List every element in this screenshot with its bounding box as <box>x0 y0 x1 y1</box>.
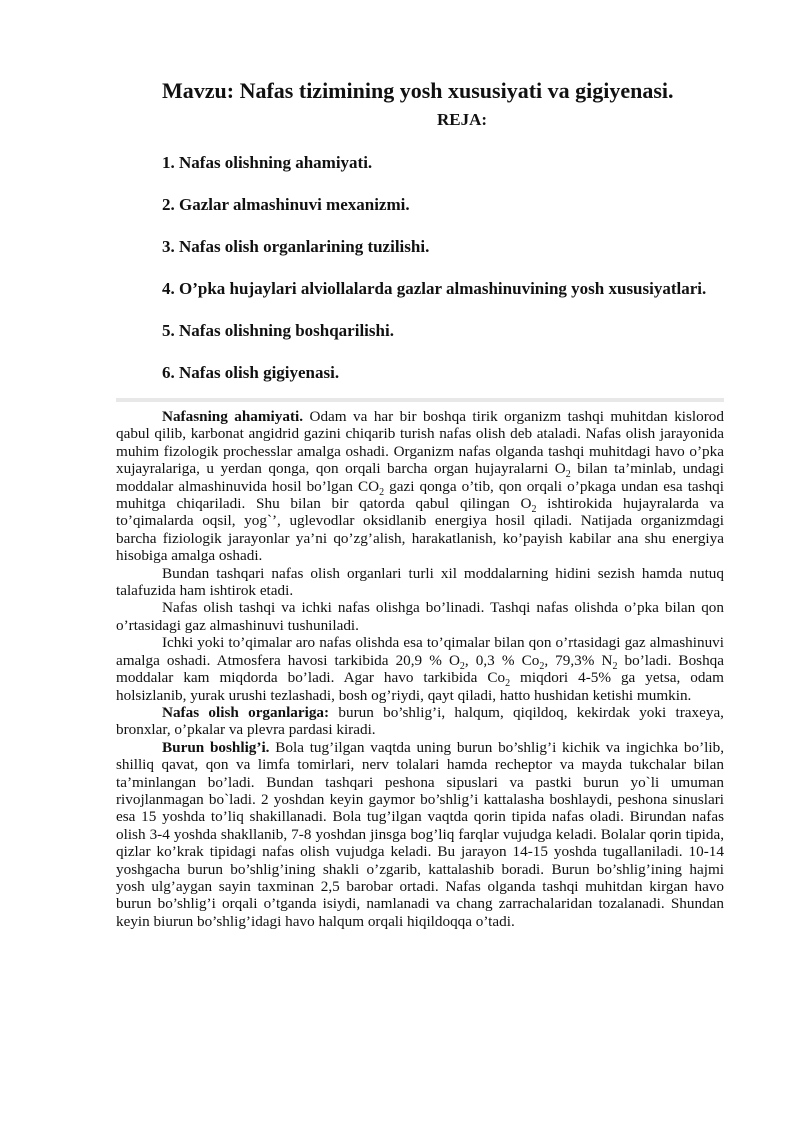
paragraph-text: bo’ladi. Boshqa moddalar kam miqdorda bo’ladi. Agar havo tarkibida Co <box>116 651 724 687</box>
paragraph-text: miqdori 4-5% ga yetsa, odam holsizlanib, yurak urushi tezlashadi, bosh og’riydi, qayt qiladi, hatto hushidan ketishi mumkin. <box>116 669 724 704</box>
paragraph-text: Bola tug’ilgan vaqtda uning burun bo’shlig’i kichik va ingichka bo’lib, shilliq qavat, qon va limfa tomirlari, nerv tolalari hamda recheptor va mayda tukchalar bilan ta’minlangan bo’ladi. Bundan tashqari peshona sipuslari va pastki burun yo`li umuman rivojlanmagan bo`ladi. 2 yoshdan keyin gaymor bo’shlig’i kattalasha boshlaydi, peshona sinuslari esa 15 yoshda to’liq shakillanadi. Bola tug’ilgan vaqtda qorin tipida nafas oladi. Birundan nafas olish 3-4 yoshda shakllanib, 7-8 yoshdan jinsga bog’liq farqlar vujudga keladi. Bolalar qorin tipida, qizlar ko’krak tipidagi nafas olish vujudga keladi. Bu jarayon 14-15 yoshda tugallaniladi. 10-14 yoshgacha burun bo’shlig’ining shakli o’zgarib, kattalashib boradi. Burun bo’shlig’ining hajmi yosh ulg’aygan sayin taxminan 2,5 barobar ortadi. Nafas olganda tashqi muhitdan kirgan havo burun bo’shlig’i orqali o’tganda isiydi, namlanadi va chang zarrachalaridan tozalanadi. Shundan keyin biurun bo’shlig’idagi havo halqum orqali hiqildoqqa o’tadi. <box>116 738 724 930</box>
section-divider <box>116 398 724 402</box>
subscript: 2 <box>539 660 545 672</box>
paragraph-external-respiration: Nafas olish tashqi va ichki nafas olishga bo’linadi. Tashqi nafas olishda o’pka bilan qon o’rtasidagi gaz almashinuvi tushuniladi. <box>116 599 724 634</box>
document-page <box>116 76 724 930</box>
document-title: Mavzu: Nafas tizimining yosh xususiyati va gigiyenasi. <box>162 78 674 103</box>
subscript: 2 <box>531 504 537 516</box>
paragraph-lead: Nafasning ahamiyati. <box>162 408 304 425</box>
subscript: 2 <box>505 678 511 690</box>
plan-item: 3. Nafas olish organlarining tuzilishi. <box>162 237 430 256</box>
paragraph-text: Odam va har bir boshqa tirik organizm tashqi muhitdan kislorod qabul qilib, karbonat angidrid gazini chiqarib turish nafas olish deb ataladi. Nafas olish jarayonida muhim fizologik prochesslar amalga oshadi. Organizm nafas olganda tashqi muhitdagi havo o’pka xujayralariga, u yerdan qonga, qon orqali barcha organ hujayralarni O <box>116 408 724 478</box>
paragraph-text: Ichki yoki to’qimalar aro nafas olishda esa to’qimalar bilan qon o’rtasidagi gaz almashinuvi amalga oshadi. Atmosfera havosi tarkibida 20,9 % O <box>116 634 724 669</box>
paragraph-lead: Burun boshlig’i. <box>162 738 270 756</box>
paragraph-text: , 79,3% N <box>544 651 613 669</box>
plan-list <box>116 152 724 384</box>
plan-item: 5. Nafas olishning boshqarilishi. <box>162 321 394 340</box>
subscript: 2 <box>459 660 465 672</box>
paragraph-importance <box>116 408 724 565</box>
paragraph-nasal-cavity <box>116 739 724 930</box>
paragraph-text: , 0,3 % Co <box>464 651 540 669</box>
plan-item: 6. Nafas olish gigiyenasi. <box>162 363 340 382</box>
paragraph-text: burun bo’shlig’i, halqum, qiqildoq, kekirdak yoki traxeya, bronxlar, o’pkalar va plevra pardasi kiradi. <box>116 703 724 739</box>
paragraph-lead: Nafas olish organlariga: <box>162 703 330 721</box>
plan-item: 2. Gazlar almashinuvi mexanizmi. <box>162 195 410 214</box>
paragraph-smell: Bundan tashqari nafas olish organlari turli xil moddalarning hidini sezish hamda nutuq talafuzida ham ishtirok etadi. <box>116 564 724 600</box>
plan-item: 1. Nafas olishning ahamiyati. <box>162 153 373 172</box>
plan-heading: REJA: <box>436 110 488 129</box>
paragraph-organs <box>116 704 724 739</box>
paragraph-internal-respiration <box>116 634 724 704</box>
subscript: 2 <box>379 486 385 498</box>
paragraph-text: gazi qonga o’tib, qon orqali o’pkaga undan esa tashqi muhitga chiqariladi. Shu bilan bir qatorda qabul qilingan O <box>116 477 724 513</box>
paragraph-text: ishtirokida hujayralarda va to’qimalarda oqsil, yog`’, uglevodlar oksidlanib energiya hosil qiladi. Natijada organizmdagi barcha fiziologik jarayonlar ya’ni qo’zg’alish, harakatlanish, ko’payish kabilar ana shu energiya hisobiga amalga oshadi. <box>116 495 724 565</box>
paragraph-text: bilan ta’minlab, undagi moddalar almashinuvida hosil bo’lgan CO <box>116 460 724 495</box>
plan-item: 4. O’pka hujaylari alviollalarda gazlar almashinuvining yosh xususiyatlari. <box>162 279 707 298</box>
subscript: 2 <box>612 660 618 672</box>
subscript: 2 <box>565 469 571 481</box>
